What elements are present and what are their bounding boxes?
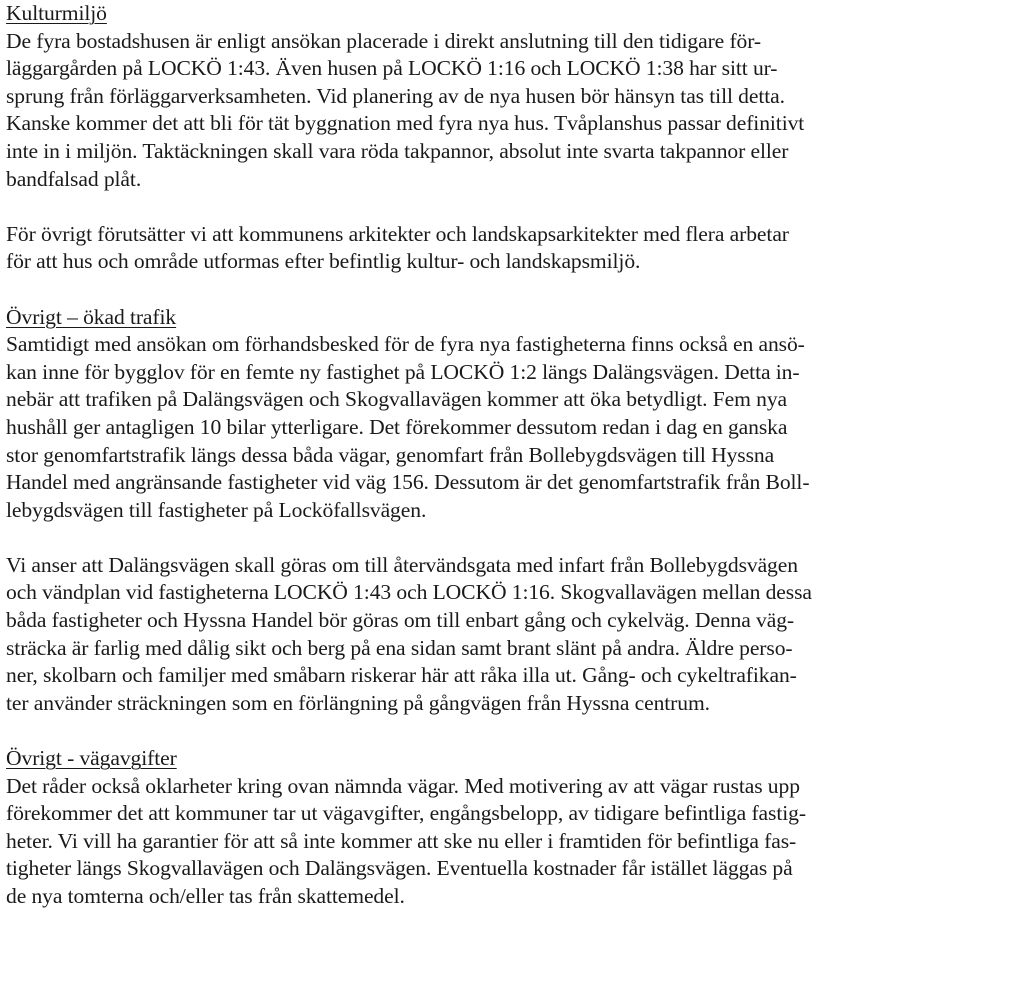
paragraph-line: de nya tomterna och/eller tas från skattemedel.: [6, 884, 405, 908]
paragraph-line: och vändplan vid fastigheterna LOCKÖ 1:43 och LOCKÖ 1:16. Skogvallavägen mellan dessa: [6, 580, 812, 605]
paragraph-line: hushåll ger antagligen 10 bilar ytterligare. Det förekommer dessutom redan i dag en ganska: [6, 414, 788, 439]
paragraph-line: bandfalsad plåt.: [6, 166, 142, 191]
paragraph-line: tigheter längs Skogvallavägen och Dalängsvägen. Eventuella kostnader får istället läggas på: [6, 856, 793, 881]
section-heading: Övrigt – ökad trafik: [6, 304, 177, 329]
paragraph-line: båda fastigheter och Hyssna Handel bör göras om till enbart gång och cykelväg. Denna väg-: [6, 608, 795, 633]
section-okad-trafik: [6, 304, 1012, 525]
paragraph-line: Handel med angränsande fastigheter vid väg 156. Dessutom är det genomfartstrafik från Boll-: [6, 470, 810, 495]
paragraph-line: För övrigt förutsätter vi att kommunens arkitekter och landskapsarkitekter med flera arbetar: [6, 221, 789, 246]
paragraph-line: Vi anser att Dalängsvägen skall göras om till återvändsgata med infart från Bollebygdsvägen: [6, 552, 798, 577]
paragraph-gap: [6, 717, 1012, 745]
paragraph-gap: [6, 193, 1012, 221]
document-page: [6, 0, 1012, 911]
paragraph-line: nebär att trafiken på Dalängsvägen och Skogvallavägen kommer att öka betydligt. Fem nya: [6, 387, 788, 412]
paragraph-line: inte in i miljön. Taktäckningen skall vara röda takpannor, absolut inte svarta takpannor eller: [6, 138, 789, 163]
section-ovrigt-forutsatter: [6, 221, 1012, 276]
paragraph-line: förekommer det att kommuner tar ut vägavgifter, engångsbelopp, av tidigare befintliga fastig-: [6, 801, 806, 826]
paragraph-line: Samtidigt med ansökan om förhandsbesked för de fyra nya fastigheterna finns också en ansö-: [6, 332, 805, 357]
paragraph-line: sträcka är farlig med dålig sikt och berg på ena sidan samt brant slänt på andra. Äldre perso-: [6, 635, 793, 660]
paragraph-line: Kanske kommer det att bli för tät byggnation med fyra nya hus. Tvåplanshus passar definitivt: [6, 111, 805, 136]
section-heading: Kulturmiljö: [6, 1, 107, 25]
paragraph-line: läggargården på LOCKÖ 1:43. Även husen på LOCKÖ 1:16 och LOCKÖ 1:38 har sitt ur-: [6, 56, 778, 81]
paragraph-line: De fyra bostadshusen är enligt ansökan placerade i direkt anslutning till den tidigare för-: [6, 28, 762, 53]
paragraph-line: Det råder också oklarheter kring ovan nämnda vägar. Med motivering av att vägar rustas upp: [6, 773, 800, 798]
paragraph-line: ner, skolbarn och familjer med småbarn riskerar här att råka illa ut. Gång- och cykeltrafikan-: [6, 663, 797, 688]
section-heading: Övrigt - vägavgifter: [6, 746, 177, 771]
paragraph-line: ter använder sträckningen som en förlängning på gångvägen från Hyssna centrum.: [6, 690, 710, 715]
paragraph-line: heter. Vi vill ha garantier för att så inte kommer att ske nu eller i framtiden för befintliga fas-: [6, 828, 797, 853]
paragraph-gap: [6, 276, 1012, 304]
paragraph-line: för att hus och område utformas efter befintlig kultur- och landskapsmiljö.: [6, 249, 641, 274]
paragraph-line: sprung från förläggarverksamheten. Vid planering av de nya husen bör hänsyn tas till detta.: [6, 83, 785, 108]
paragraph-line: lebygdsvägen till fastigheter på Locköfallsvägen.: [6, 497, 427, 522]
paragraph-line: stor genomfartstrafik längs dessa båda vägar, genomfart från Bollebygdsvägen till Hyssna: [6, 442, 775, 467]
paragraph-line: kan inne för bygglov för en femte ny fastighet på LOCKÖ 1:2 längs Dalängsvägen. Detta in-: [6, 359, 800, 384]
section-kulturmiljo: [6, 0, 1012, 193]
section-vagavgifter: [6, 745, 1012, 911]
paragraph-gap: [6, 524, 1012, 552]
section-atervandsgata: [6, 552, 1012, 718]
